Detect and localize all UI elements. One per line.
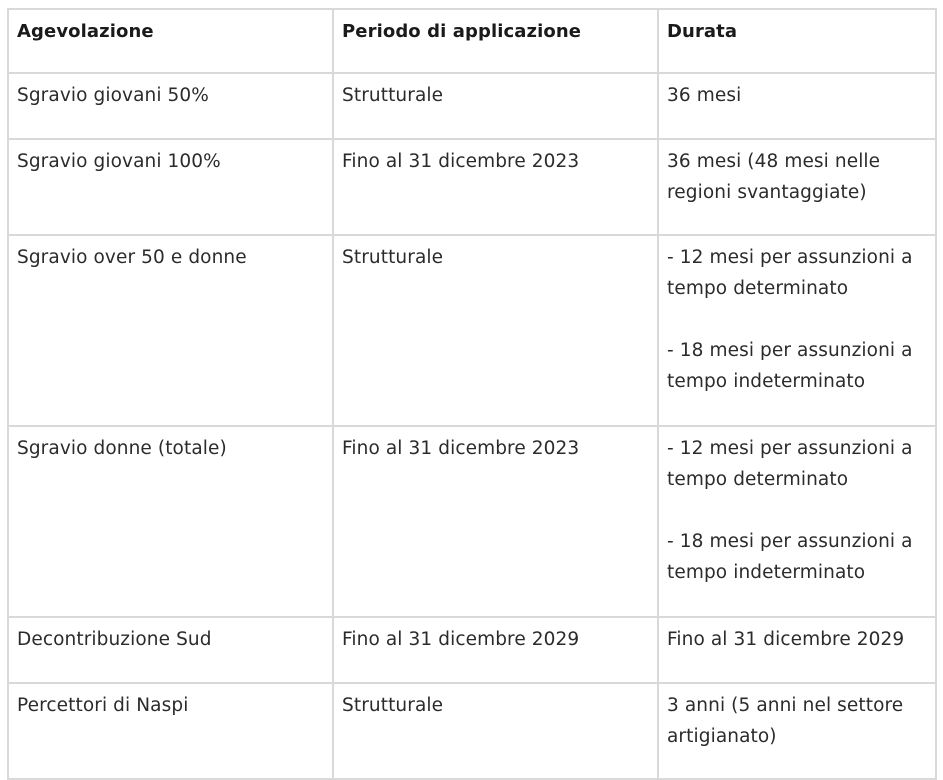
table-row <box>8 683 936 779</box>
durata-text: - 12 mesi per assunzioni a tempo determinato <box>667 247 913 299</box>
header-agevolazione: Agevolazione <box>8 9 333 73</box>
cell-agevolazione: Sgravio giovani 100% <box>8 139 333 235</box>
cell-periodo: Fino al 31 dicembre 2023 <box>333 139 658 235</box>
table-row <box>8 139 936 235</box>
durata-text: 36 mesi (48 mesi nelle regioni svantaggiate) <box>667 151 881 203</box>
durata-text: - 18 mesi per assunzioni a tempo indeterminato <box>667 531 913 583</box>
cell-agevolazione: Decontribuzione Sud <box>8 617 333 683</box>
cell-periodo: Fino al 31 dicembre 2023 <box>333 426 658 617</box>
cell-durata <box>658 617 936 683</box>
durata-text: - 18 mesi per assunzioni a tempo indeterminato <box>667 340 913 392</box>
header-periodo: Periodo di applicazione <box>333 9 658 73</box>
durata-text: 3 anni (5 anni nel settore artigianato) <box>667 695 904 747</box>
cell-agevolazione: Percettori di Naspi <box>8 683 333 779</box>
cell-durata <box>658 426 936 617</box>
cell-agevolazione: Sgravio giovani 50% <box>8 73 333 139</box>
cell-durata <box>658 73 936 139</box>
durata-text: Fino al 31 dicembre 2029 <box>667 629 905 650</box>
cell-periodo: Fino al 31 dicembre 2029 <box>333 617 658 683</box>
durata-text: - 12 mesi per assunzioni a tempo determinato <box>667 438 913 490</box>
cell-durata <box>658 139 936 235</box>
table-row <box>8 235 936 426</box>
table-row <box>8 617 936 683</box>
cell-periodo: Strutturale <box>333 235 658 426</box>
agevolazioni-table <box>7 8 937 780</box>
table-row <box>8 426 936 617</box>
cell-durata <box>658 235 936 426</box>
cell-agevolazione: Sgravio over 50 e donne <box>8 235 333 426</box>
header-durata: Durata <box>658 9 936 73</box>
table-row <box>8 73 936 139</box>
table-header-row <box>8 9 936 73</box>
cell-periodo: Strutturale <box>333 683 658 779</box>
cell-agevolazione: Sgravio donne (totale) <box>8 426 333 617</box>
cell-durata <box>658 683 936 779</box>
durata-text: 36 mesi <box>667 85 742 106</box>
cell-periodo: Strutturale <box>333 73 658 139</box>
